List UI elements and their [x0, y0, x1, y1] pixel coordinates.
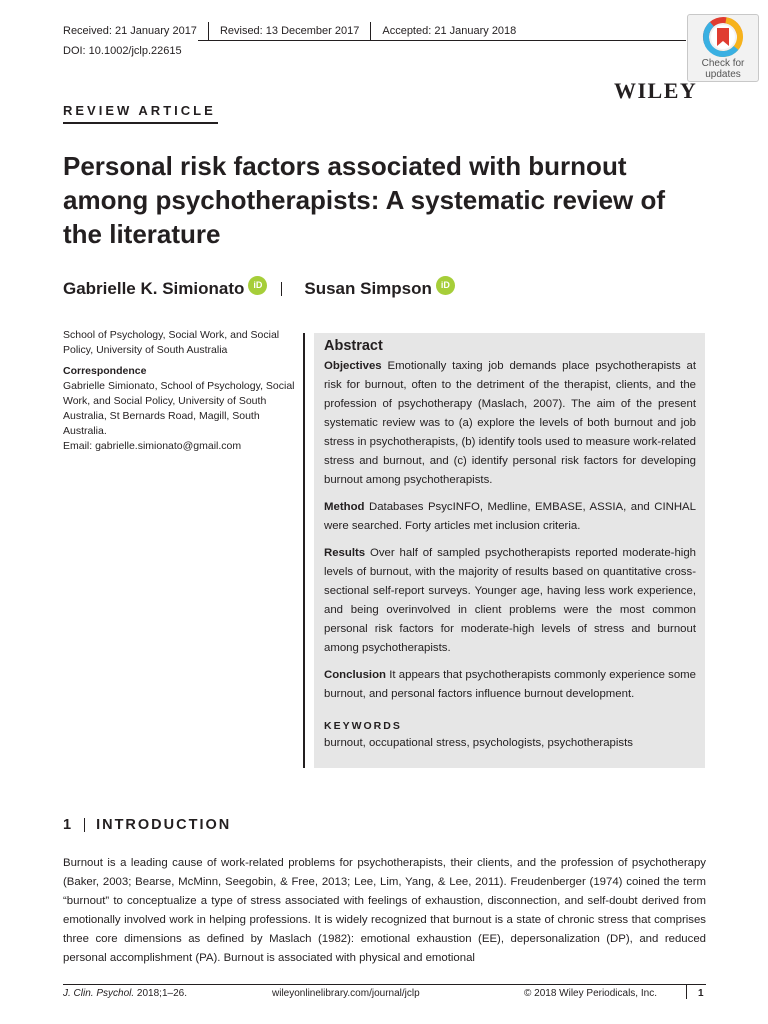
received-date: Received: 21 January 2017: [63, 25, 197, 37]
doi[interactable]: DOI: 10.1002/jclp.22615: [63, 45, 182, 57]
article-title: Personal risk factors associated with burnout among psychotherapists: A systematic review of the literature: [63, 151, 666, 249]
check-for-updates-badge[interactable]: [687, 14, 759, 82]
affiliation-school: School of Psychology, Social Work, and Social Policy, University of South Australia: [63, 329, 280, 356]
article-type-rule: [63, 122, 218, 124]
correspondence-address: Gabrielle Simionato, School of Psychology, Social Work, and Social Policy, University of South Australia, St Bernards Road, Magill, South Australia.: [63, 380, 295, 437]
introduction-paragraph: Burnout is a leading cause of work-related problems for psychotherapists, their clients, and the profession of psychotherapy (Baker, 2003; Bearse, McMinn, Seegobin, & Free, 2013; Lee, Lim, Yang, & Lee, 2011). Freudenberger (1974) coined the term “burnout” to conceptualize a type of stress associated with feelings of exhaustion, disconnection, and self-doubt derived from emotionally involved work in helping professions. It is widely recognized that burnout is a state of chronic stress that comprises three core dimensions as defined by Maslach (1982): emotional exhaustion (EE), depersonalization (DP), and reduced personal accomplishment (PA). Burnout is associated with physical and emotional: [63, 857, 706, 964]
keywords-label: KEYWORDS: [324, 720, 402, 732]
footer-citation: [63, 988, 187, 999]
author-list: [63, 276, 455, 301]
orcid-icon[interactable]: iD: [436, 276, 455, 295]
results-label: Results: [324, 547, 366, 559]
divider: [281, 282, 282, 296]
introduction-heading: [63, 817, 231, 833]
method-label: Method: [324, 501, 365, 513]
conclusion-text: It appears that psychotherapists commonly experience some burnout, and personal factors influence burnout development.: [324, 669, 696, 700]
crossmark-icon: [701, 16, 745, 58]
abstract-heading: Abstract: [324, 338, 383, 354]
abstract-left-rule: [303, 333, 305, 768]
abstract-box: [314, 333, 705, 768]
article-type-label: REVIEW ARTICLE: [63, 103, 216, 118]
keywords-list: burnout, occupational stress, psychologists, psychotherapists: [324, 737, 633, 749]
divider: [84, 818, 85, 832]
method-text: Databases PsycINFO, Medline, EMBASE, ASSIA, and CINHAL were searched. Forty articles met inclusion criteria.: [324, 501, 696, 532]
article-dates: [63, 22, 516, 40]
divider: [208, 22, 209, 40]
correspondence-email[interactable]: Email: gabrielle.simionato@gmail.com: [63, 440, 242, 452]
abstract-objectives: [324, 357, 696, 490]
section-title: INTRODUCTION: [96, 817, 232, 833]
citation-info: 2018;1–26.: [136, 988, 187, 999]
abstract-conclusion: [324, 666, 696, 704]
footer-rule: [63, 984, 706, 985]
copyright: © 2018 Wiley Periodicals, Inc.: [524, 988, 657, 999]
affiliation-panel: [63, 328, 299, 454]
objectives-label: Objectives: [324, 360, 382, 372]
accepted-date: Accepted: 21 January 2018: [382, 25, 517, 37]
correspondence-label: Correspondence: [63, 365, 147, 377]
header-rule: [198, 40, 686, 41]
results-text: Over half of sampled psychotherapists reported moderate-high levels of burnout, with the majority of results based on quantitative cross-sectional self-report surveys. Younger age, having less work experience, and being overinvolved in client problems were the most common personal risk factors for moderate-high levels of stress and burnout among psychotherapists.: [324, 547, 696, 654]
publisher-logo: WILEY: [614, 78, 698, 103]
journal-url[interactable]: wileyonlinelibrary.com/journal/jclp: [272, 988, 420, 999]
divider: [370, 22, 371, 40]
badge-label-line2: updates: [705, 69, 741, 80]
conclusion-label: Conclusion: [324, 669, 387, 681]
objectives-text: Emotionally taxing job demands place psychotherapists at risk for burnout, often to the detriment of the therapist, clients, and the profession of psychotherapy (Maslach, 2007). The aim of the present systematic review was to (a) explore the levels of both burnout and job stress in psychotherapists, (b) identify tools used to measure work-related stress and burnout, and (c) identify personal risk factors for developing burnout among psychotherapists.: [324, 360, 696, 486]
abstract-results: [324, 544, 696, 658]
abstract-method: [324, 498, 696, 536]
author-name[interactable]: Susan Simpson: [304, 278, 432, 298]
author-name[interactable]: Gabrielle K. Simionato: [63, 278, 245, 298]
orcid-icon[interactable]: iD: [248, 276, 267, 295]
page-number: 1: [698, 988, 704, 999]
divider: [686, 985, 687, 999]
revised-date: Revised: 13 December 2017: [219, 25, 360, 37]
badge-label-line1: Check for: [701, 58, 745, 69]
journal-abbrev: J. Clin. Psychol.: [63, 988, 135, 999]
section-number: 1: [63, 817, 74, 833]
